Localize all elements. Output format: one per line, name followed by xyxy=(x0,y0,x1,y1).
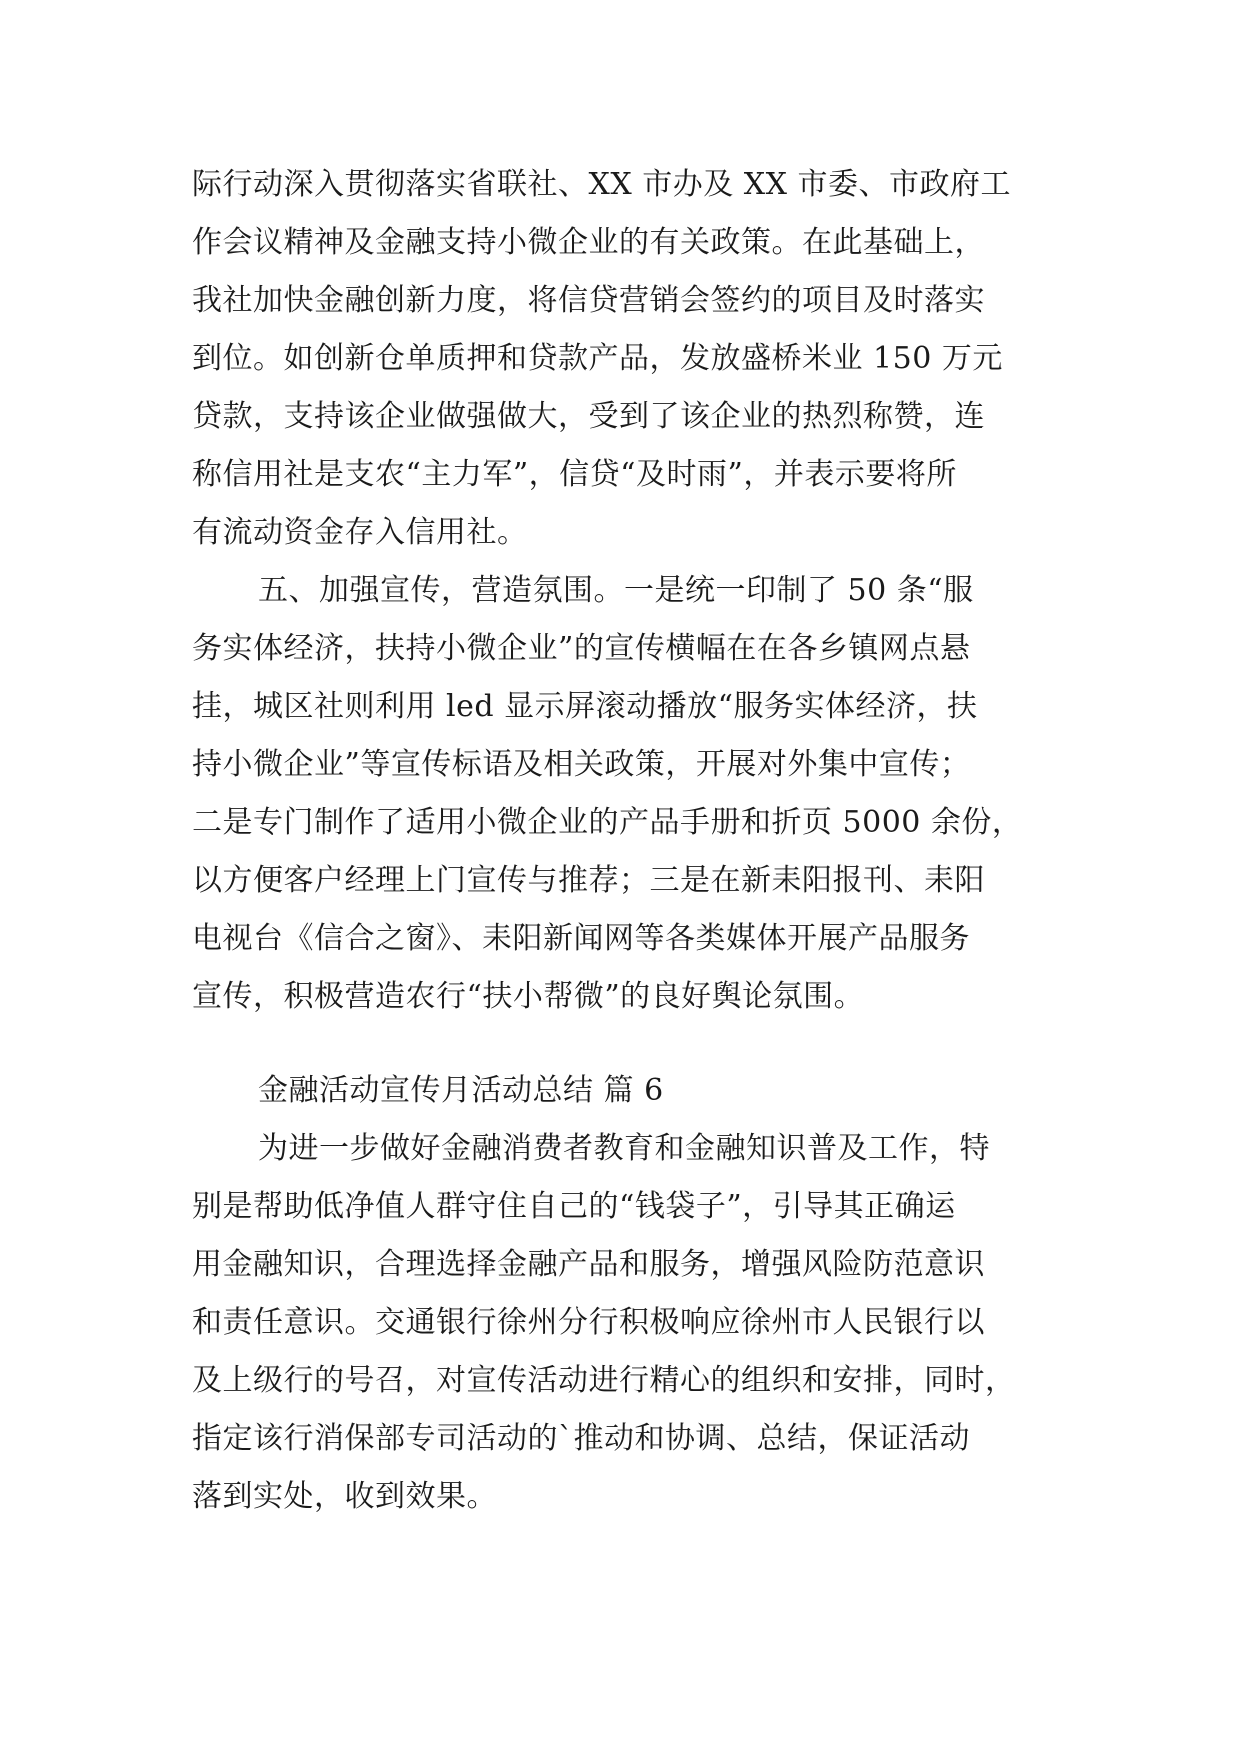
paragraph-1 xyxy=(192,156,1072,562)
paragraph-3 xyxy=(192,1120,1072,1526)
text-line: 到位。如创新仓单质押和贷款产品，发放盛桥米业 150 万元 xyxy=(192,341,1003,376)
text-line: 电视台《信合之窗》、耒阳新闻网等各类媒体开展产品服务 xyxy=(192,921,970,956)
text-line: 挂，城区社则利用 led 显示屏滚动播放“服务实体经济，扶 xyxy=(192,689,978,724)
text-line: 落到实处，收到效果。 xyxy=(192,1479,497,1514)
text-line: 称信用社是支农“主力军”，信贷“及时雨”，并表示要将所 xyxy=(192,457,957,492)
text-line: 贷款，支持该企业做强做大，受到了该企业的热烈称赞，连 xyxy=(192,399,985,434)
section-heading xyxy=(192,1062,1072,1120)
text-line: 宣传，积极营造农行“扶小帮微”的良好舆论氛围。 xyxy=(192,979,865,1014)
text-line: 指定该行消保部专司活动的`推动和协调、总结，保证活动 xyxy=(192,1421,970,1456)
text-line: 为进一步做好金融消费者教育和金融知识普及工作，特 xyxy=(258,1131,990,1166)
text-line: 务实体经济，扶持小微企业”的宣传横幅在在各乡镇网点悬 xyxy=(192,631,971,666)
text-line: 际行动深入贯彻落实省联社、XX 市办及 XX 市委、市政府工 xyxy=(192,167,1012,202)
text-line: 持小微企业”等宣传标语及相关政策，开展对外集中宣传； xyxy=(192,747,971,782)
text-line: 及上级行的号召，对宣传活动进行精心的组织和安排，同时， xyxy=(192,1363,1016,1398)
text-line: 二是专门制作了适用小微企业的产品手册和折页 5000 余份， xyxy=(192,805,1023,840)
text-line: 用金融知识，合理选择金融产品和服务，增强风险防范意识 xyxy=(192,1247,985,1282)
text-line: 以方便客户经理上门宣传与推荐；三是在新耒阳报刊、耒阳 xyxy=(192,863,985,898)
text-line: 别是帮助低净值人群守住自己的“钱袋子”，引导其正确运 xyxy=(192,1189,956,1224)
text-line: 作会议精神及金融支持小微企业的有关政策。在此基础上， xyxy=(192,225,985,260)
text-line: 我社加快金融创新力度，将信贷营销会签约的项目及时落实 xyxy=(192,283,985,318)
section-heading-text: 金融活动宣传月活动总结 篇 6 xyxy=(258,1073,664,1108)
text-line: 五、加强宣传，营造氛围。一是统一印制了 50 条“服 xyxy=(258,573,974,608)
paragraph-2 xyxy=(192,562,1072,1026)
text-line: 有流动资金存入信用社。 xyxy=(192,515,528,550)
text-line: 和责任意识。交通银行徐州分行积极响应徐州市人民银行以 xyxy=(192,1305,985,1340)
